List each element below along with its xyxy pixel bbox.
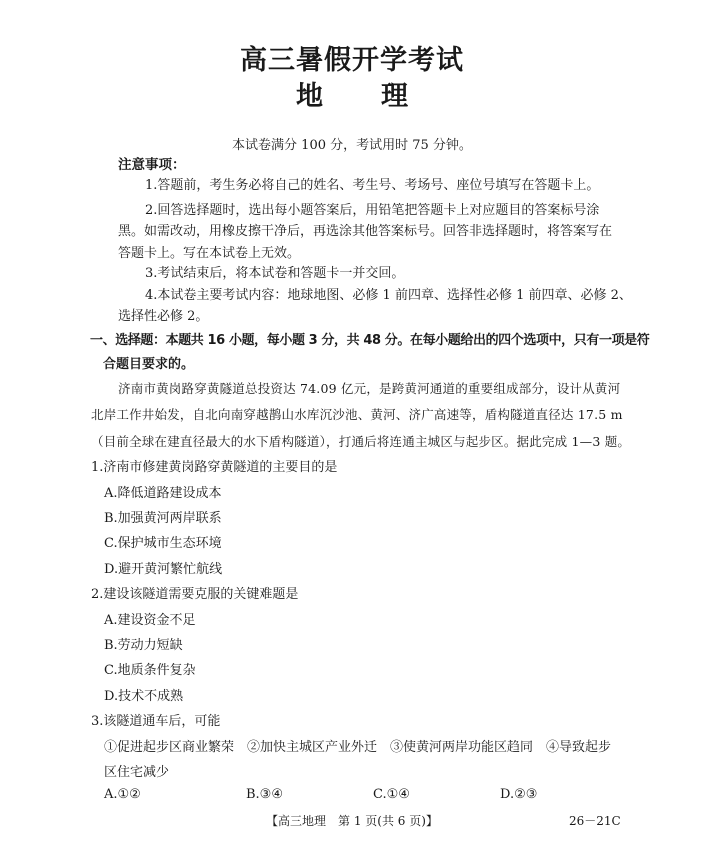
- notice-heading: 注意事项：: [118, 157, 186, 173]
- answer-option: B.加强黄河两岸联系: [104, 511, 222, 526]
- passage-line: （目前全球在建直径最大的水下盾构隧道），打通后将连通主城区与起步区。据此完成 1—3 题。: [91, 434, 631, 449]
- subject-title: [0, 74, 704, 113]
- exam-title: 高三暑假开学考试: [240, 45, 464, 76]
- exam-code: 26－21C: [569, 814, 621, 828]
- exam-intro: 本试卷满分 100 分，考试用时 75 分钟。: [232, 138, 472, 153]
- passage-line: 济南市黄岗路穿黄隧道总投资达 74.09 亿元，是跨黄河通道的重要组成部分，设计从黄河: [118, 381, 621, 396]
- answer-option: A.①②: [104, 787, 141, 802]
- notice-line: 3.考试结束后，将本试卷和答题卡一并交回。: [145, 266, 405, 281]
- page-footer: 【高三地理 第 1 页(共 6 页)】: [266, 814, 438, 828]
- answer-option: C.地质条件复杂: [104, 663, 196, 678]
- subject-char-1: 地: [296, 81, 323, 112]
- notice-line: 4.本试卷主要考试内容：地球地图、必修 1 前四章、选择性必修 1 前四章、必修 2、: [145, 288, 632, 303]
- notice-line: 1.答题前，考生务必将自己的姓名、考生号、考场号、座位号填写在答题卡上。: [145, 178, 600, 193]
- answer-option: A.建设资金不足: [104, 613, 196, 628]
- notice-line: 答题卡上。写在本试卷上无效。: [118, 246, 301, 261]
- answer-option: A.降低道路建设成本: [104, 486, 222, 501]
- subject-char-2: 理: [381, 81, 408, 112]
- answer-option: D.技术不成熟: [104, 689, 184, 704]
- answer-option: D.避开黄河繁忙航线: [104, 562, 223, 577]
- passage-line: 北岸工作井始发，自北向南穿越鹊山水库沉沙池、黄河、济广高速等，盾构隧道直径达 17.5 m: [91, 407, 623, 422]
- answer-option: C.保护城市生态环境: [104, 536, 222, 551]
- question-statements-cont: 区住宅减少: [104, 765, 170, 780]
- notice-line: 2.回答选择题时，选出每小题答案后，用铅笔把答题卡上对应题目的答案标号涂: [145, 203, 600, 218]
- answer-option: B.劳动力短缺: [104, 638, 183, 653]
- question-stem: 1.济南市修建黄岗路穿黄隧道的主要目的是: [91, 460, 338, 475]
- question-stem: 2.建设该隧道需要克服的关键难题是: [91, 587, 299, 602]
- answer-option: B.③④: [246, 787, 283, 802]
- answer-option: D.②③: [500, 787, 538, 802]
- notice-line: 黑。如需改动，用橡皮擦干净后，再选涂其他答案标号。回答非选择题时，将答案写在: [118, 224, 613, 239]
- section-heading: 一、选择题：本题共 16 小题，每小题 3 分，共 48 分。在每小题给出的四个选项中，只有一项是符: [90, 333, 650, 348]
- answer-option: C.①④: [373, 787, 410, 802]
- section-heading-cont: 合题目要求的。: [103, 357, 195, 372]
- question-statements: ①促进起步区商业繁荣 ②加快主城区产业外迁 ③使黄河两岸功能区趋同 ④导致起步: [104, 740, 612, 755]
- notice-line: 选择性必修 2。: [118, 309, 209, 324]
- question-stem: 3.该隧道通车后，可能: [91, 714, 221, 729]
